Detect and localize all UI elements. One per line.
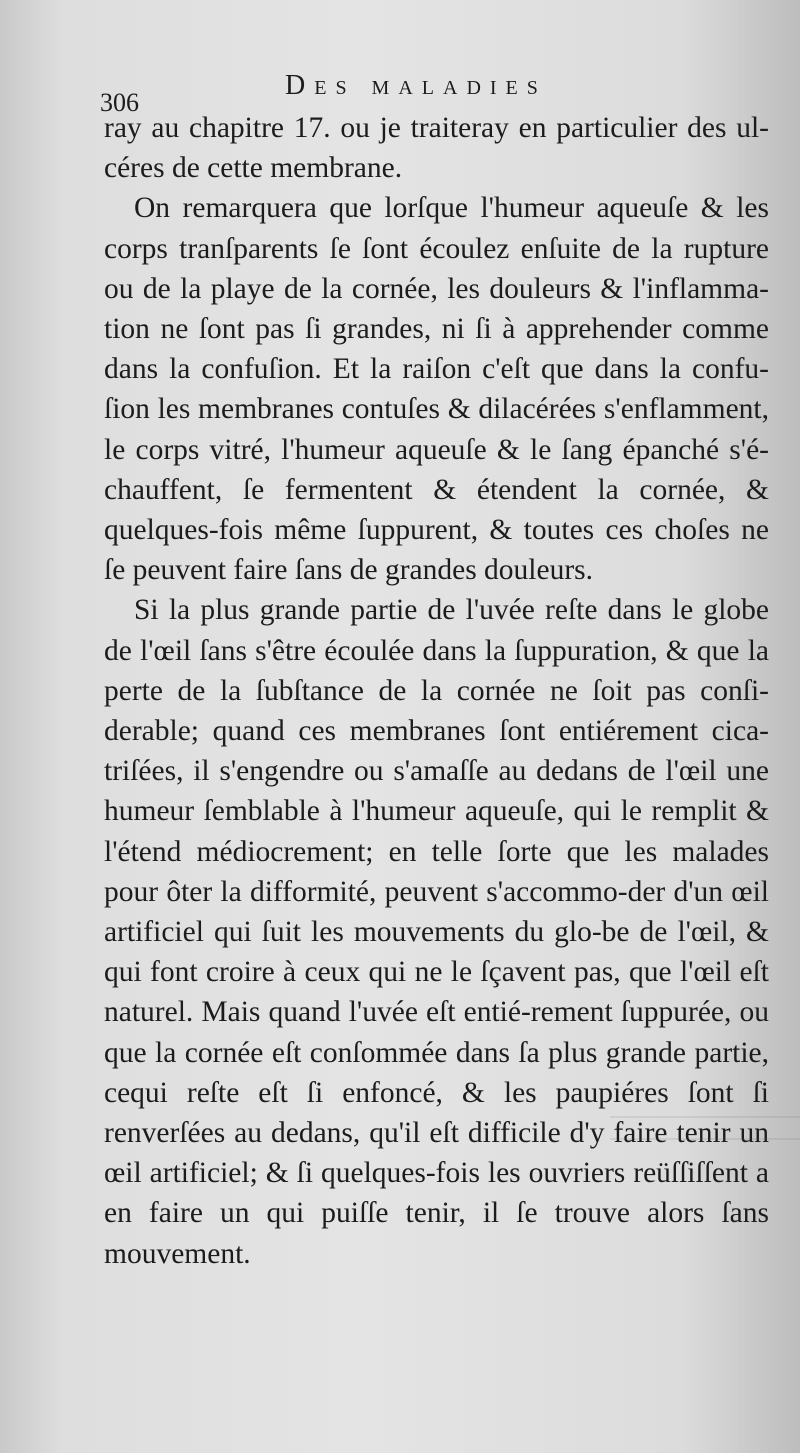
body-text — [104, 108, 769, 1274]
show-through-bleed — [610, 1108, 800, 1158]
paragraph-continuation: ray au chapitre 17. ou je traiteray en particulier des ul-céres de cette membrane. — [104, 112, 769, 185]
paragraph: Si la plus grande partie de l'uvée reſte dans le globe de l'œil ſans s'être écoulée dans la ſuppuration, & que la perte de la ſubſtance de la cornée ne ſoit pas conſi-derable; quand ces membranes ſont entiérement cica-triſées, il s'engendre ou s'amaſſe au dedans de l'œil une humeur ſemblable à l'humeur aqueuſe, qui le remplit & l'étend médiocrement; en telle ſorte que les malades pour ôter la difformité, peuvent s'accommo-der d'un œil artificiel qui ſuit les mouvements du glo-be de l'œil, & qui font croire à ceux qui ne le ſçavent pas, que l'œil eſt naturel. Mais quand l'uvée eſt entié-rement ſuppurée, ou que la cornée eſt conſommée dans ſa plus grande partie, cequi reſte eſt ſi enfoncé, & les paupiéres ſont ſi renverſées au dedans, qu'il eſt difficile d'y faire tenir un œil artificiel; & ſi quelques-fois les ouvriers reüſſiſſent a en faire un qui puiſſe tenir, il ſe trouve alors ſans mouvement. — [104, 594, 769, 1270]
running-title: Des maladies — [285, 70, 547, 101]
paragraph: On remarquera que lorſque l'humeur aqueuſe & les corps tranſparents ſe ſont écoulez enſuite de la rupture ou de la playe de la cornée, les douleurs & l'inflamma-tion ne ſont pas ſi grandes, ni ſi à apprehender comme dans la confuſion. Et la raiſon c'eſt que dans la confu-ſion les membranes contuſes & dilacérées s'enflamment, le corps vitré, l'humeur aqueuſe & le ſang épanché s'é-chauffent, ſe fermentent & étendent la cornée, & quelques-fois même ſuppurent, & toutes ces choſes ne ſe peuvent faire ſans de grandes douleurs. — [104, 192, 769, 587]
page-number: 306 — [100, 88, 139, 117]
